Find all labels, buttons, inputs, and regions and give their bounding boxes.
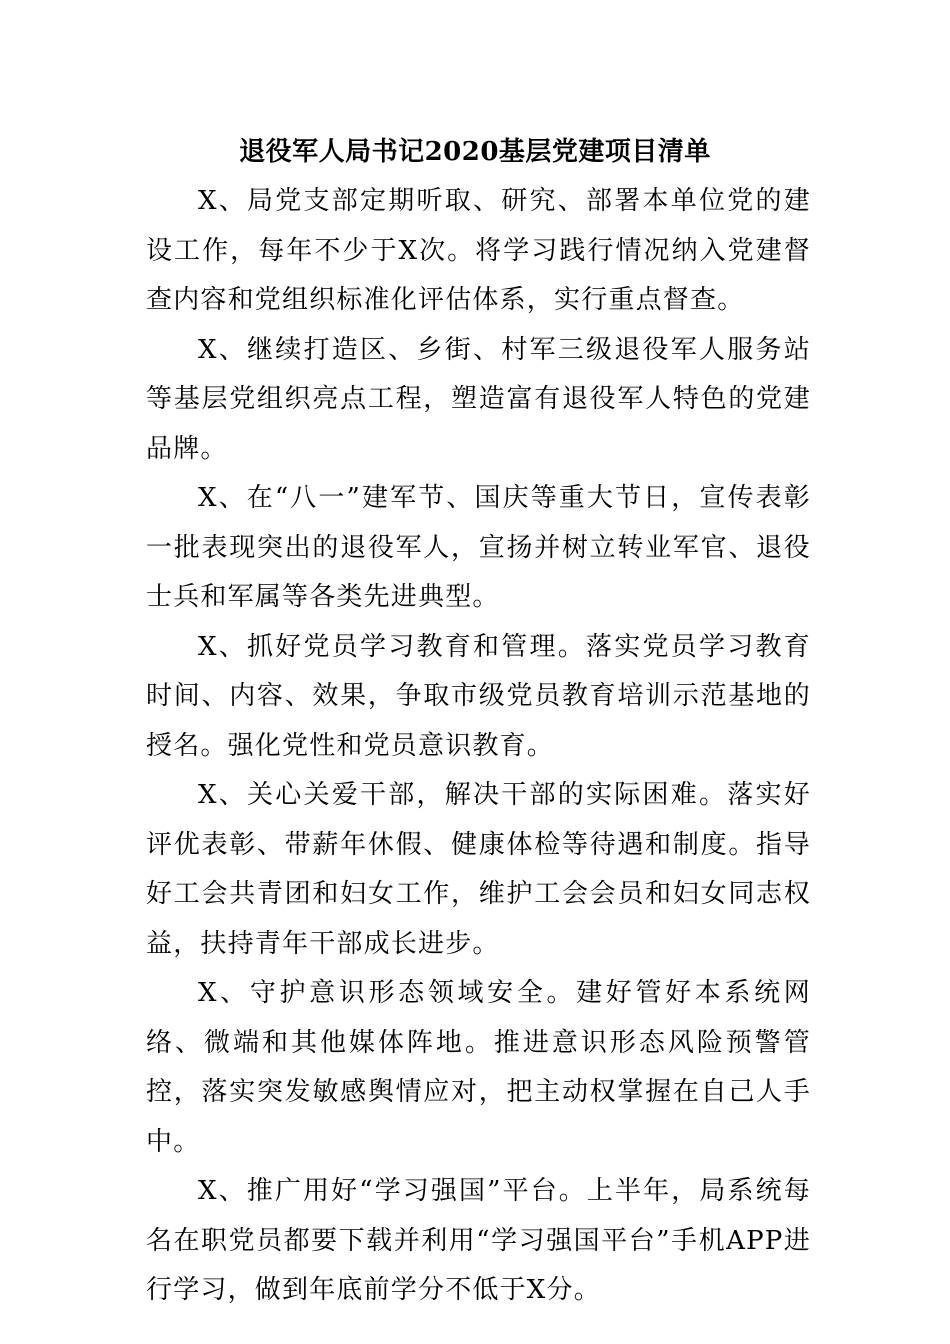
paragraph-7: X、推广用好“学习强国”平台。上半年，局系统每名在职党员都要下载并利用“学习强国平台”手机APP进行学习，做到年底前学分不低于X分。 xyxy=(146,1176,811,1305)
paragraph-1: X、局党支部定期听取、研究、部署本单位党的建设工作，每年不少于X次。将学习践行情况纳入党建督查内容和党组织标准化评估体系，实行重点督查。 xyxy=(146,186,811,315)
paragraph-3: X、在“八一”建军节、国庆等重大节日，宣传表彰一批表现突出的退役军人，宣扬并树立转业军官、退役士兵和军属等各类先进典型。 xyxy=(146,483,811,612)
paragraph-2: X、继续打造区、乡街、村军三级退役军人服务站等基层党组织亮点工程，塑造富有退役军人特色的党建品牌。 xyxy=(146,334,811,464)
document-title: 退役军人局书记2020基层党建项目清单 xyxy=(239,137,711,167)
paragraph-5: X、关心关爱干部，解决干部的实际困难。落实好评优表彰、带薪年休假、健康体检等待遇和制度。指导好工会共青团和妇女工作，维护工会会员和妇女同志权益，扶持青年干部成长进步。 xyxy=(146,780,811,959)
document-body xyxy=(146,177,811,1316)
paragraph-4: X、抓好党员学习教育和管理。落实党员学习教育时间、内容、效果，争取市级党员教育培训示范基地的授名。强化党性和党员意识教育。 xyxy=(146,631,811,761)
paragraph-6: X、守护意识形态领域安全。建好管好本系统网络、微端和其他媒体阵地。推进意识形态风险预警管控，落实突发敏感舆情应对，把主动权掌握在自己人手中。 xyxy=(146,978,811,1157)
